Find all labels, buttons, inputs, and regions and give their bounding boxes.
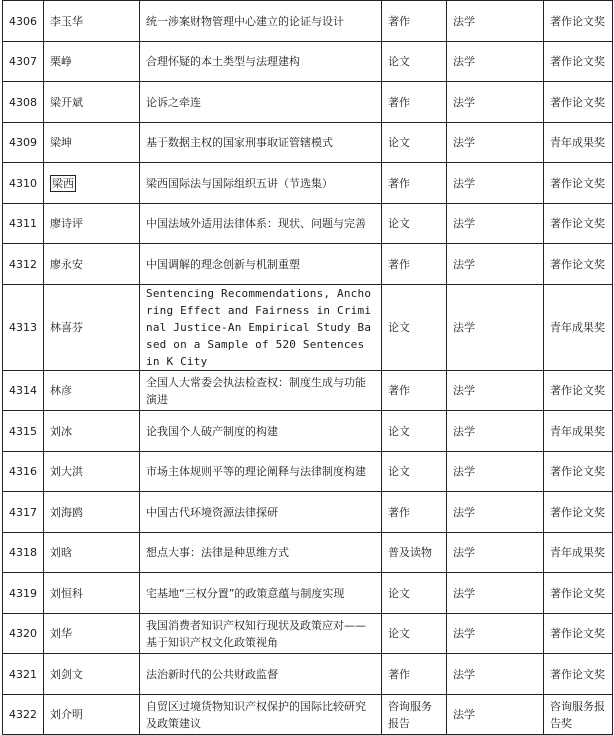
award-category: 著作论文奖 xyxy=(544,163,613,204)
author-name: 林彦 xyxy=(44,371,140,411)
row-number: 4306 xyxy=(3,1,44,42)
author-name: 栗峥 xyxy=(44,42,140,82)
work-type: 著作 xyxy=(382,244,447,285)
author-name: 刘剑文 xyxy=(44,654,140,695)
discipline: 法学 xyxy=(447,285,544,371)
row-number: 4319 xyxy=(3,573,44,614)
table-row xyxy=(3,1,613,42)
author-name: 梁开斌 xyxy=(44,82,140,123)
work-type: 著作 xyxy=(382,82,447,123)
work-type: 论文 xyxy=(382,42,447,82)
work-title: Sentencing Recommendations, Anchoring Effect and Fairness in Criminal Justice-An Empirical Study Based on a Sample of 520 Sentences in K City xyxy=(140,285,382,371)
work-title: 合理怀疑的本土类型与法理建构 xyxy=(140,42,382,82)
award-category: 著作论文奖 xyxy=(544,42,613,82)
award-category: 著作论文奖 xyxy=(544,1,613,42)
work-title: 论诉之牵连 xyxy=(140,82,382,123)
discipline: 法学 xyxy=(447,492,544,533)
work-title: 宅基地“三权分置”的政策意蕴与制度实现 xyxy=(140,573,382,614)
table-row xyxy=(3,452,613,492)
discipline: 法学 xyxy=(447,82,544,123)
table-row xyxy=(3,82,613,123)
table-row xyxy=(3,695,613,735)
award-category: 著作论文奖 xyxy=(544,452,613,492)
author-name: 刘海鸥 xyxy=(44,492,140,533)
author-name: 刘恒科 xyxy=(44,573,140,614)
discipline: 法学 xyxy=(447,573,544,614)
row-number: 4310 xyxy=(3,163,44,204)
award-category: 青年成果奖 xyxy=(544,411,613,452)
award-category: 咨询服务报告奖 xyxy=(544,695,613,735)
table-row xyxy=(3,244,613,285)
work-type: 普及读物 xyxy=(382,533,447,573)
award-category: 著作论文奖 xyxy=(544,654,613,695)
award-category: 著作论文奖 xyxy=(544,244,613,285)
work-type: 著作 xyxy=(382,163,447,204)
award-category: 著作论文奖 xyxy=(544,204,613,244)
work-type: 论文 xyxy=(382,285,447,371)
work-title: 中国法域外适用法律体系：现状、问题与完善 xyxy=(140,204,382,244)
work-title: 论我国个人破产制度的构建 xyxy=(140,411,382,452)
row-number: 4307 xyxy=(3,42,44,82)
award-category: 青年成果奖 xyxy=(544,533,613,573)
table-row xyxy=(3,654,613,695)
award-category: 青年成果奖 xyxy=(544,285,613,371)
author-name: 刘介明 xyxy=(44,695,140,735)
row-number: 4309 xyxy=(3,123,44,163)
row-number: 4313 xyxy=(3,285,44,371)
discipline: 法学 xyxy=(447,204,544,244)
author-name: 廖永安 xyxy=(44,244,140,285)
work-title: 中国调解的理念创新与机制重塑 xyxy=(140,244,382,285)
work-title: 自贸区过境货物知识产权保护的国际比较研究及政策建议 xyxy=(140,695,382,735)
discipline: 法学 xyxy=(447,654,544,695)
row-number: 4322 xyxy=(3,695,44,735)
work-type: 论文 xyxy=(382,452,447,492)
row-number: 4311 xyxy=(3,204,44,244)
work-title: 全国人大常委会执法检查权：制度生成与功能演进 xyxy=(140,371,382,411)
award-category: 青年成果奖 xyxy=(544,123,613,163)
award-category: 著作论文奖 xyxy=(544,371,613,411)
author-name: 刘华 xyxy=(44,614,140,654)
author-name: 廖诗评 xyxy=(44,204,140,244)
discipline: 法学 xyxy=(447,452,544,492)
table-row xyxy=(3,614,613,654)
row-number: 4320 xyxy=(3,614,44,654)
author-name: 刘冰 xyxy=(44,411,140,452)
row-number: 4312 xyxy=(3,244,44,285)
table-row xyxy=(3,123,613,163)
work-type: 论文 xyxy=(382,204,447,244)
author-name-cell xyxy=(44,163,140,204)
work-type: 著作 xyxy=(382,1,447,42)
table-row xyxy=(3,492,613,533)
discipline: 法学 xyxy=(447,42,544,82)
author-name: 李玉华 xyxy=(44,1,140,42)
row-number: 4315 xyxy=(3,411,44,452)
row-number: 4308 xyxy=(3,82,44,123)
discipline: 法学 xyxy=(447,411,544,452)
work-type: 论文 xyxy=(382,573,447,614)
table-row xyxy=(3,163,613,204)
award-category: 著作论文奖 xyxy=(544,573,613,614)
table-row xyxy=(3,573,613,614)
work-title: 基于数据主权的国家刑事取证管辖模式 xyxy=(140,123,382,163)
discipline: 法学 xyxy=(447,695,544,735)
row-number: 4316 xyxy=(3,452,44,492)
work-title: 梁西国际法与国际组织五讲（节选集） xyxy=(140,163,382,204)
discipline: 法学 xyxy=(447,244,544,285)
award-category: 著作论文奖 xyxy=(544,614,613,654)
discipline: 法学 xyxy=(447,123,544,163)
table-row xyxy=(3,411,613,452)
work-title: 统一涉案财物管理中心建立的论证与设计 xyxy=(140,1,382,42)
work-title: 市场主体规则平等的理论阐释与法律制度构建 xyxy=(140,452,382,492)
work-type: 著作 xyxy=(382,371,447,411)
award-category: 著作论文奖 xyxy=(544,82,613,123)
work-title: 法治新时代的公共财政监督 xyxy=(140,654,382,695)
row-number: 4317 xyxy=(3,492,44,533)
work-type: 论文 xyxy=(382,123,447,163)
author-name: 林喜芬 xyxy=(44,285,140,371)
author-name[interactable]: 梁西 xyxy=(52,176,74,190)
work-type: 论文 xyxy=(382,614,447,654)
work-type: 论文 xyxy=(382,411,447,452)
table-row xyxy=(3,42,613,82)
table-row xyxy=(3,204,613,244)
awards-table xyxy=(2,0,613,735)
discipline: 法学 xyxy=(447,163,544,204)
work-type: 著作 xyxy=(382,492,447,533)
row-number: 4321 xyxy=(3,654,44,695)
work-title: 我国消费者知识产权知行现状及政策应对——基于知识产权文化政策视角 xyxy=(140,614,382,654)
discipline: 法学 xyxy=(447,614,544,654)
work-title: 中国古代环境资源法律探研 xyxy=(140,492,382,533)
work-type: 咨询服务报告 xyxy=(382,695,447,735)
discipline: 法学 xyxy=(447,371,544,411)
award-category: 著作论文奖 xyxy=(544,492,613,533)
discipline: 法学 xyxy=(447,533,544,573)
table-row xyxy=(3,371,613,411)
table-row xyxy=(3,533,613,573)
row-number: 4314 xyxy=(3,371,44,411)
table-row xyxy=(3,285,613,371)
work-title: 想点大事：法律是种思维方式 xyxy=(140,533,382,573)
row-number: 4318 xyxy=(3,533,44,573)
author-name: 梁坤 xyxy=(44,123,140,163)
work-type: 著作 xyxy=(382,654,447,695)
author-name: 刘大洪 xyxy=(44,452,140,492)
author-name: 刘晗 xyxy=(44,533,140,573)
discipline: 法学 xyxy=(447,1,544,42)
